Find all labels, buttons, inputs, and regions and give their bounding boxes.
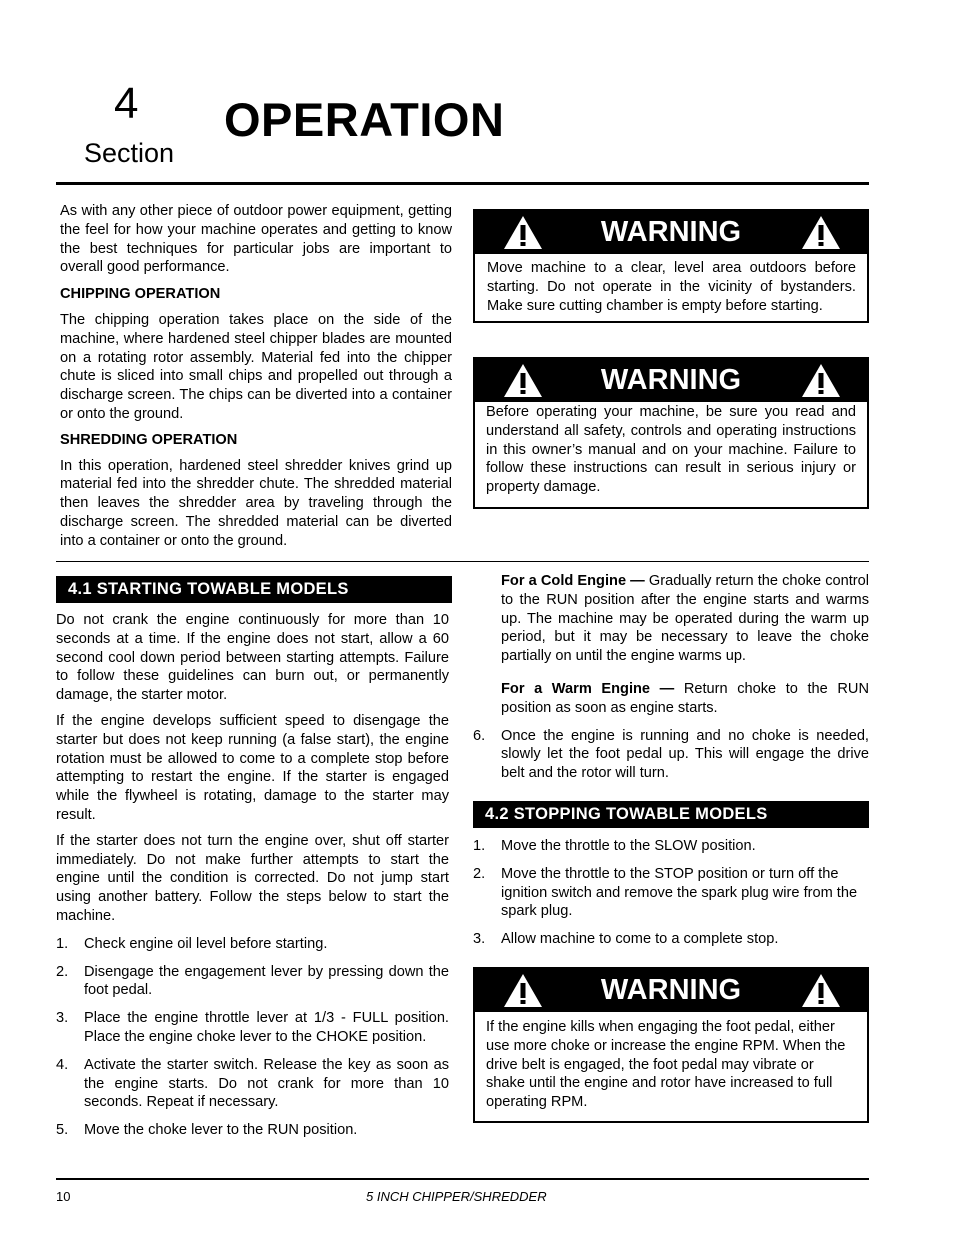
warning-triangle-icon: [801, 215, 841, 250]
starting-continued: [473, 572, 869, 949]
chipping-text: The chipping operation takes place on the side of the machine, where hardened steel chipper blades are mounted on a rotating rotor assembly. Material fed into the chipper chute is sliced into small chips and propelled out through a discharge screen. The chips can be diverted into a container or onto the ground.: [60, 311, 452, 422]
starting-section: [56, 576, 452, 1140]
warning-header: [475, 359, 867, 402]
warning-triangle-icon: [801, 363, 841, 398]
warning-header: [475, 211, 867, 254]
intro-text: As with any other piece of outdoor power equipment, getting the feel for how your machine operates and getting to know the best techniques for particular jobs are important to overall good performance.: [60, 203, 452, 276]
warning-title: WARNING: [600, 364, 742, 396]
warning-header: [475, 969, 867, 1012]
page-number: 10: [56, 1189, 71, 1204]
list-item: 4. Activate the starter switch. Release the key as soon as the engine starts. Do not crank for more than 10 seconds. Repeat if necessary.: [56, 1056, 449, 1111]
warning-title: WARNING: [600, 974, 742, 1006]
list-item: 2. Move the throttle to the STOP position or turn off the ignition switch and remove the spark plug wire from the spark plug.: [473, 865, 858, 920]
starting-paragraph: Do not crank the engine continuously for more than 10 seconds at a time. If the engine does not start, allow a 60 second cool down period between starting attempts. Failure to follow these guidelines can burn out, or permanently damage, the starter motor.: [56, 612, 449, 704]
list-item: 1. Move the throttle to the SLOW position.: [473, 837, 756, 854]
starting-steps: [56, 935, 449, 1140]
stopping-steps: [473, 837, 869, 949]
warning-text: Move machine to a clear, level area outdoors before starting. Do not operate in the vicinity of bystanders. Make sure cutting chamber is empty before starting.: [487, 260, 856, 314]
warm-engine-note: For a Warm Engine — Return choke to the RUN position as soon as engine starts.: [501, 680, 869, 716]
starting-paragraph: If the engine develops sufficient speed to disengage the starter but does not keep running (a false start), the engine rotation must be allowed to come to a complete stop before attempting to restart the engine. If the starter is engaged while the flywheel is rotating, damage to the starter may result.: [56, 712, 449, 823]
list-item: 6. Once the engine is running and no choke is needed, slowly let the foot pedal up. This will engage the drive belt and the rotor will turn.: [473, 727, 869, 782]
warning-text: If the engine kills when engaging the foot pedal, either use more choke or increase the engine RPM. When the drive belt is engaged, the foot pedal may vibrate or shake until the engine and rotor have increased to full operating RPM.: [486, 1019, 846, 1111]
section-rule: [56, 561, 869, 562]
warning-title: WARNING: [600, 216, 742, 248]
section-label: Section: [84, 138, 175, 168]
section-number: 4: [114, 79, 139, 128]
starting-paragraph: If the starter does not turn the engine over, shut off starter immediately. Do not make further attempts to start the engine until the condition is corrected. Do not jump start using another battery. Follow the steps below to start the machine.: [56, 832, 449, 924]
cold-engine-label: For a Cold Engine —: [501, 573, 645, 589]
list-item: 3. Allow machine to come to a complete stop.: [473, 931, 779, 948]
page-title: OPERATION: [224, 93, 505, 146]
shredding-text: In this operation, hardened steel shredder knives grind up material fed into the shredder chute. The shredded material then leaves the shredder area by traveling through the discharge screen. The shredded material can be diverted into a container or onto the ground.: [60, 457, 452, 549]
chipping-heading: CHIPPING OPERATION: [60, 286, 221, 303]
list-item: 5. Move the choke lever to the RUN position.: [56, 1122, 358, 1139]
warning-box-1: [473, 209, 869, 323]
warning-triangle-icon: [801, 973, 841, 1008]
stopping-heading: 4.2 STOPPING TOWABLE MODELS: [473, 801, 869, 828]
warning-box-3: [473, 967, 869, 1123]
list-item: 1. Check engine oil level before starting.: [56, 935, 328, 952]
footer-rule: [56, 1178, 869, 1180]
document-title: 5 INCH CHIPPER/SHREDDER: [366, 1189, 547, 1204]
warm-engine-label: For a Warm Engine —: [501, 680, 675, 697]
intro-block: [60, 202, 452, 551]
list-item: 2. Disengage the engagement lever by pressing down the foot pedal.: [56, 963, 449, 999]
warning-text: Before operating your machine, be sure you read and understand all safety, controls and operating instructions in this owner’s manual and on your machine. Failure to follow these instructions can result in serious injury or property damage.: [486, 404, 856, 496]
shredding-heading: SHREDDING OPERATION: [60, 431, 238, 448]
list-item: 3. Place the engine throttle lever at 1/3 - FULL position. Place the engine choke lever to the CHOKE position.: [56, 1010, 449, 1045]
starting-step-6: [473, 727, 869, 783]
warning-box-2: [473, 357, 869, 509]
cold-engine-note: For a Cold Engine — Gradually return the choke control to the RUN position after the engine starts and warms up. The machine may be operated during the warm up period, but it may be necessary to leave the choke partially on until the engine warms up.: [501, 573, 869, 665]
starting-heading: 4.1 STARTING TOWABLE MODELS: [56, 576, 452, 603]
header-rule: [56, 182, 869, 185]
